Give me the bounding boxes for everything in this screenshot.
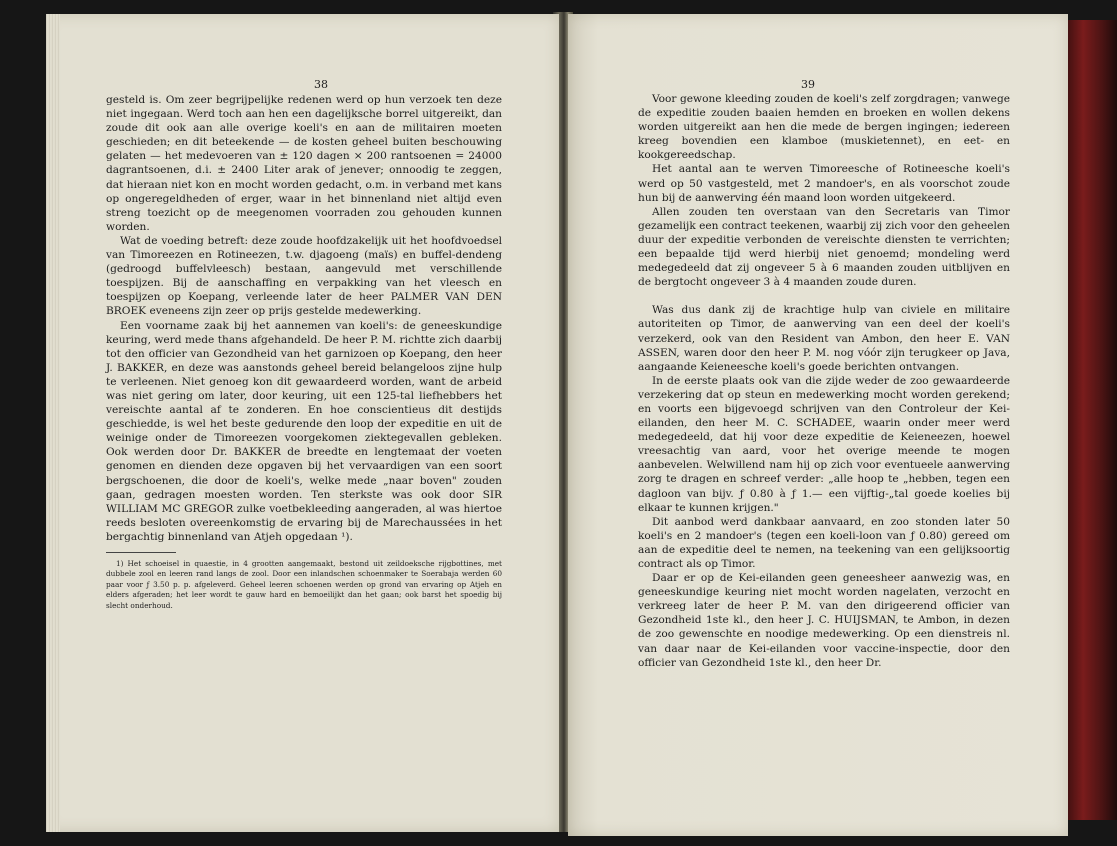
paragraph: Was dus dank zij de krachtige hulp van civiele en militaire autoriteiten op Timor, de aanwerving van een deel der koeli's verzekerd, ook van den Resident van Ambon, den heer E. VAN ASSEN, waren door den heer P. M. nog vóór zijn terugkeer op Java, aangaande Keieneesche koeli's goede berichten ontvangen. <box>638 304 1010 373</box>
page-number-left: 38 <box>314 78 328 91</box>
paragraph: Dit aanbod werd dankbaar aanvaard, en zoo stonden later 50 koeli's en 2 mandoer's (tegen een koeli-loon van ƒ 0.80) gereed om aan de expeditie deel te nemen, na teekening van een gelijksoortig contract als op Timor. <box>638 515 1010 570</box>
paragraph: In de eerste plaats ook van die zijde weder de zoo gewaardeerde verzekering dat op steun en medewerking mocht worden gerekend; en voorts een bijgevoegd schrijven van den Controleur der Kei-eilanden, den heer M. C. SCHADEE, waarin onder meer werd medegedeeld, dat hij voor deze expeditie de Keieneezen, hoewel vreesachtig van aard, voor het overige meende te mogen aanbevelen. Welwillend nam hij op zich voor eventueele aanwerving zorg te dragen en schreef verder: „alle hoop te „hebben, tegen een dagloon van bijv. ƒ 0.80 à ƒ 1.— een vijftig-„tal goede koelies bij elkaar te kunnen krijgen." <box>638 374 1010 514</box>
left-page-text <box>106 93 502 611</box>
footnote <box>106 559 502 611</box>
footnote-divider <box>106 552 176 553</box>
paragraph: Het aantal aan te werven Timoreesche of Rotineesche koeli's werd op 50 vastgesteld, met 2 mandoer's, en als voorschot zoude hun bij de aanwerving één maand loon worden uitgekeerd. <box>638 163 1010 204</box>
paragraph: Voor gewone kleeding zouden de koeli's zelf zorgdragen; vanwege de expeditie zouden baaien hemden en broeken en wollen dekens worden uitgereikt aan hen die mede de bergen ingingen; iedereen kreeg bovendien een klamboe (muskietennet), en eet- en kookgereedschap. <box>638 93 1010 162</box>
right-page-text <box>638 92 1010 670</box>
paragraph: Een voorname zaak bij het aannemen van koeli's: de geneeskundige keuring, werd mede thans afgehandeld. De heer P. M. richtte zich daarbij tot den officier van Gezondheid van het garnizoen op Koepang, den heer J. BAKKER, en deze was aanstonds geheel bereid belangeloos zijne hulp te verleenen. Niet genoeg kon dit gewaardeerd worden, want de arbeid was niet gering om later, door keuring, uit een 125-tal liefhebbers het vereischte aantal af te zonderen. En hoe conscientieus dit destijds geschiedde, is wel het beste gedurende den loop der expeditie en uit de weinige onder de Timoreezen voorgekomen ziektegevallen gebleken. Ook werden door Dr. BAKKER de breedte en lengtemaat der voeten genomen en dienden deze opgaven bij het vervaardigen van een soort bergschoenen, die door de koeli's, welke mede „naar boven" zouden gaan, gedragen moesten worden. Ten sterkste was ook door SIR WILLIAM MC GREGOR zulke voetbekleeding aangeraden, al was hiertoe reeds besloten overeenkomstig de ervaring bij de Marechaussées in het bergachtig binnenland van Atjeh opgedaan ¹). <box>106 319 502 543</box>
page-number-right: 39 <box>801 78 815 91</box>
paragraph: gesteld is. Om zeer begrijpelijke redenen werd op hun verzoek ten deze niet ingegaan. Werd toch aan hen een dagelijksche borrel uitgereikt, dan zoude dit ook aan alle overige koeli's en aan de militairen moeten geschieden; en dit beteekende — de kosten geheel buiten beschouwing gelaten — het medevoeren van ± 120 dagen × 200 rantsoenen = 24000 dagrantsoenen, d.i. ± 2400 Liter arak of jenever; onnoodig te zeggen, dat hieraan niet kon en mocht worden gedacht, o.m. in verband met kans op ongeregeldheden of erger, waar in het binnenland niet altijd even streng toezicht op de meegenomen voorraden zou gehouden kunnen worden. <box>106 94 502 233</box>
book-cover-edge <box>1065 20 1117 820</box>
paragraph: Daar er op de Kei-eilanden geen geneesheer aanwezig was, en geneeskundige keuring niet mocht worden nagelaten, verzocht en verkreeg later de heer P. M. van den dirigeerend officier van Gezondheid 1ste kl., den heer J. C. HUIJSMAN, te Ambon, in dezen de zoo gewenschte en noodige medewerking. Op een dienstreis nl. van daar naar de Kei-eilanden voor vaccine-inspectie, door den officier van Gezondheid 1ste kl., den heer Dr. <box>638 572 1010 669</box>
left-page <box>46 14 559 832</box>
paragraph: Allen zouden ten overstaan van den Secretaris van Timor gezamelijk een contract teekenen, waarbij zij zich voor den geheelen duur der expeditie verbonden de vereischte diensten te verrichten; een bepaalde tijd werd hierbij niet genoemd; mondeling werd medegedeeld dat zij ongeveer 5 à 6 maanden zouden uitblijven en de bergtocht ongeveer 3 à 4 maanden zoude duren. <box>638 205 1010 289</box>
footnote-text: 1) Het schoeisel in quaestie, in 4 grootten aangemaakt, bestond uit zeildoeksche rijgbottines, met dubbele zool en leeren rand langs de zool. Door een inlandschen schoenmaker te Soerabaja werden 60 paar voor ƒ 3.50 p. p. afgeleverd. Geheel leeren schoenen werden op grond van ervaring op Atjeh en elders afgeraden; het leer wordt te gauw hard en bemoeilijkt dan het gaan; ook barst het spoedig bij slecht onderhoud. <box>106 559 502 610</box>
right-page <box>568 14 1068 836</box>
paragraph: Wat de voeding betreft: deze zoude hoofdzakelijk uit het hoofdvoedsel van Timoreezen en Rotineezen, t.w. djagoeng (maïs) en buffel-dendeng (gedroogd buffelvleesch) bestaan, aangevuld met verschillende toespijzen. Bij de aanschaffing en verpakking van het vleesch en toespijzen op Koepang, verleende later de heer PALMER VAN DEN BROEK eveneens zijn zeer op prijs gestelde medewerking. <box>106 234 502 318</box>
